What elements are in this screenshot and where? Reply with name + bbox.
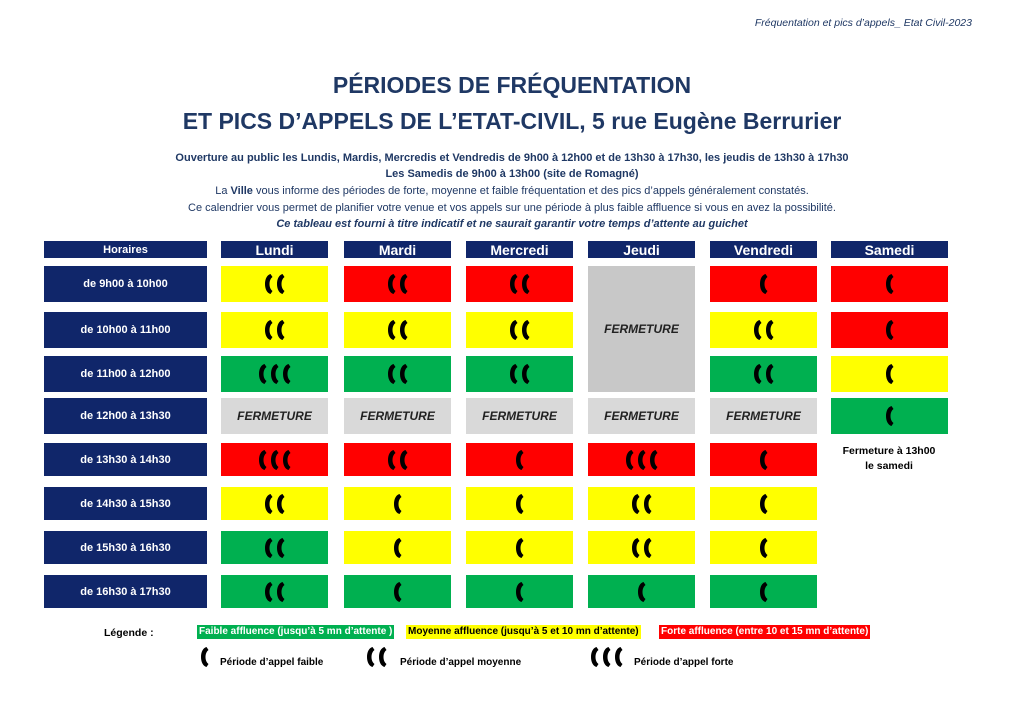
day-header-4: Vendredi <box>710 241 817 258</box>
legend-low-affluence: Faible affluence (jusqu’à 5 mn d’attente ) <box>199 626 393 637</box>
affluence-cell <box>710 531 817 564</box>
affluence-cell <box>344 487 451 520</box>
phone-icons <box>258 449 291 471</box>
affluence-cell <box>831 266 948 302</box>
phone-icons <box>625 449 658 471</box>
info-post: vous informe des périodes de forte, moyenne et faible fréquentation et des pics d’appels généralement constatés. <box>252 185 809 197</box>
day-header-1: Mardi <box>344 241 451 258</box>
hour-label: de 11h00 à 12h00 <box>44 356 207 392</box>
affluence-cell <box>588 531 695 564</box>
affluence-cell <box>831 356 948 392</box>
hour-label: de 13h30 à 14h30 <box>44 443 207 476</box>
info-ville: Ville <box>230 185 253 197</box>
legend-label: Légende : <box>104 627 154 639</box>
phone-icons <box>631 493 652 515</box>
legend-medium-affluence: Moyenne affluence (jusqu’à 5 et 10 mn d’attente) <box>408 626 639 637</box>
affluence-cell <box>588 487 695 520</box>
legend-call-low-text: Période d’appel faible <box>220 657 324 668</box>
saturday-hours: Les Samedis de 9h00 à 13h00 (site de Romagné) <box>385 168 639 180</box>
phone-icons <box>264 319 285 341</box>
affluence-cell <box>221 575 328 608</box>
affluence-cell <box>344 312 451 348</box>
phone-icons <box>515 581 524 603</box>
closed-label: FERMETURE <box>604 409 679 423</box>
info-line <box>0 185 1024 197</box>
affluence-cell <box>710 312 817 348</box>
phone-icons <box>515 449 524 471</box>
phone-icons <box>264 581 285 603</box>
legend-call-high-icon <box>590 646 623 668</box>
phone-icons <box>393 537 402 559</box>
disclaimer: Ce tableau est fourni à titre indicatif et ne saurait garantir votre temps d’attente au guichet <box>276 218 748 230</box>
phone-icons <box>753 319 774 341</box>
phone-icons <box>885 273 894 295</box>
affluence-cell <box>588 575 695 608</box>
hour-label: de 12h00 à 13h30 <box>44 398 207 434</box>
phone-icons <box>631 537 652 559</box>
affluence-cell <box>221 356 328 392</box>
closed-cell <box>710 398 817 434</box>
affluence-cell <box>710 266 817 302</box>
affluence-cell <box>221 487 328 520</box>
affluence-cell <box>466 575 573 608</box>
phone-icons <box>759 493 768 515</box>
phone-icons <box>387 319 408 341</box>
legend-call-high-text: Période d’appel forte <box>634 657 734 668</box>
hour-label: de 16h30 à 17h30 <box>44 575 207 608</box>
affluence-cell <box>831 398 948 434</box>
affluence-cell <box>221 443 328 476</box>
affluence-cell <box>710 487 817 520</box>
info-pre: La <box>215 185 231 197</box>
phone-icons <box>509 363 530 385</box>
affluence-cell <box>344 266 451 302</box>
affluence-cell <box>466 487 573 520</box>
affluence-cell <box>466 443 573 476</box>
legend-call-mid-text: Période d’appel moyenne <box>400 657 522 668</box>
closed-cell <box>344 398 451 434</box>
phone-icons <box>393 581 402 603</box>
phone-icons <box>885 319 894 341</box>
samedi-note <box>830 444 948 474</box>
closed-label: FERMETURE <box>604 322 679 336</box>
phone-icons <box>200 646 209 668</box>
samedi-note-line1: Fermeture à 13h00 <box>842 445 936 457</box>
day-header-2: Mercredi <box>466 241 573 258</box>
affluence-cell <box>466 356 573 392</box>
page-title-line1: PÉRIODES DE FRÉQUENTATION <box>332 72 692 98</box>
hour-label: de 9h00 à 10h00 <box>44 266 207 302</box>
affluence-cell <box>344 531 451 564</box>
phone-icons <box>885 405 894 427</box>
hour-label: de 14h30 à 15h30 <box>44 487 207 520</box>
phone-icons <box>264 273 285 295</box>
phone-icons <box>885 363 894 385</box>
phone-icons <box>393 493 402 515</box>
closed-label: FERMETURE <box>482 409 557 423</box>
page-title-line2: ET PICS D’APPELS DE L’ETAT-CIVIL, 5 rue Eugène Berrurier <box>182 108 842 134</box>
phone-icons <box>387 273 408 295</box>
phone-icons <box>515 493 524 515</box>
phone-icons <box>509 273 530 295</box>
planning-line: Ce calendrier vous permet de planifier votre venue et vos appels sur une période à plus faible affluence si vous en avez la possibilité. <box>188 202 836 214</box>
phone-icons <box>759 449 768 471</box>
hour-label: de 10h00 à 11h00 <box>44 312 207 348</box>
hours-header: Horaires <box>44 241 207 258</box>
affluence-cell <box>588 443 695 476</box>
affluence-cell <box>831 312 948 348</box>
affluence-cell <box>221 531 328 564</box>
opening-hours: Ouverture au public les Lundis, Mardis, Mercredis et Vendredis de 9h00 à 12h00 et de 13h30 à 17h30, les jeudis de 13h30 à 17h30 <box>175 152 849 164</box>
phone-icons <box>753 363 774 385</box>
closed-label: FERMETURE <box>726 409 801 423</box>
phone-icons <box>759 537 768 559</box>
phone-icons <box>590 646 623 668</box>
samedi-note-line2: le samedi <box>865 460 913 472</box>
day-header-0: Lundi <box>221 241 328 258</box>
affluence-cell <box>710 356 817 392</box>
day-header-5: Samedi <box>831 241 948 258</box>
affluence-cell <box>221 266 328 302</box>
legend-call-mid-icon <box>366 646 387 668</box>
phone-icons <box>509 319 530 341</box>
phone-icons <box>387 449 408 471</box>
hour-label: de 15h30 à 16h30 <box>44 531 207 564</box>
legend-call-low-icon <box>200 646 209 668</box>
affluence-cell <box>710 443 817 476</box>
closed-label: FERMETURE <box>237 409 312 423</box>
affluence-cell <box>466 312 573 348</box>
phone-icons <box>637 581 646 603</box>
closed-cell <box>588 398 695 434</box>
affluence-cell <box>466 531 573 564</box>
affluence-cell <box>344 575 451 608</box>
closed-cell <box>466 398 573 434</box>
phone-icons <box>366 646 387 668</box>
closed-cell <box>588 266 695 392</box>
affluence-cell <box>221 312 328 348</box>
header-note: Fréquentation et pics d’appels_ Etat Civil-2023 <box>754 17 972 29</box>
affluence-cell <box>344 356 451 392</box>
phone-icons <box>264 537 285 559</box>
phone-icons <box>759 581 768 603</box>
phone-icons <box>264 493 285 515</box>
closed-label: FERMETURE <box>360 409 435 423</box>
phone-icons <box>387 363 408 385</box>
affluence-cell <box>710 575 817 608</box>
closed-cell <box>221 398 328 434</box>
day-header-3: Jeudi <box>588 241 695 258</box>
legend-high-affluence: Forte affluence (entre 10 et 15 mn d’attente) <box>661 626 869 637</box>
affluence-cell <box>344 443 451 476</box>
phone-icons <box>759 273 768 295</box>
phone-icons <box>258 363 291 385</box>
phone-icons <box>515 537 524 559</box>
affluence-cell <box>466 266 573 302</box>
